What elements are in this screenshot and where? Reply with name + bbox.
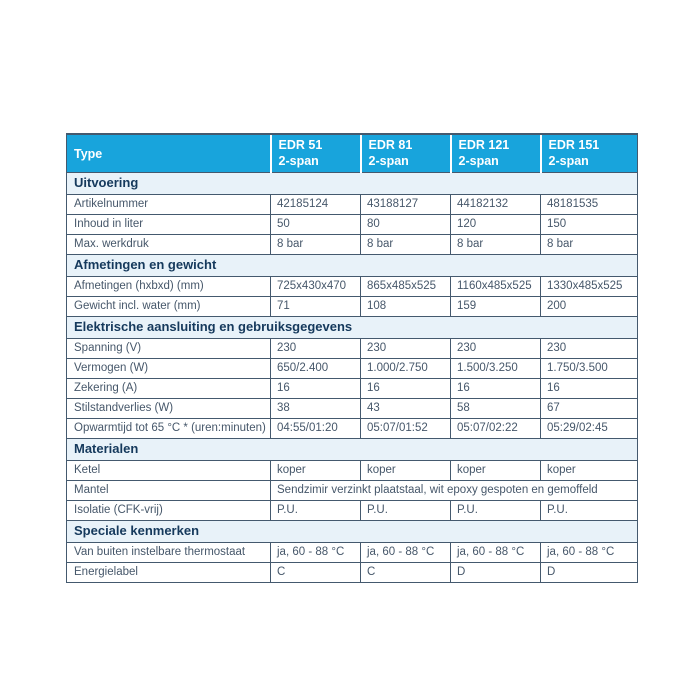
- column-header-name: EDR 51: [278, 138, 323, 152]
- row-thermostaat: [67, 542, 638, 562]
- cell-value: 48181535: [541, 195, 638, 215]
- row-afmetingen: [67, 277, 638, 297]
- cell-value: koper: [451, 460, 541, 480]
- cell-value: 865x485x525: [361, 277, 451, 297]
- cell-value: 108: [361, 297, 451, 317]
- section-title: Elektrische aansluiting en gebruiksgegevens: [67, 317, 638, 339]
- cell-value: 725x430x470: [271, 277, 361, 297]
- cell-value: koper: [361, 460, 451, 480]
- cell-value: C: [361, 562, 451, 582]
- column-header-name: EDR 151: [548, 138, 600, 152]
- row-label: Max. werkdruk: [67, 235, 271, 255]
- cell-value: ja, 60 - 88 °C: [451, 542, 541, 562]
- cell-value: 8 bar: [271, 235, 361, 255]
- row-label: Van buiten instelbare thermostaat: [67, 542, 271, 562]
- section-title: Speciale kenmerken: [67, 520, 638, 542]
- column-header-name: EDR 121: [458, 138, 510, 152]
- row-energielabel: [67, 562, 638, 582]
- row-zekering: [67, 378, 638, 398]
- section-row-speciale-kenmerken: [67, 520, 638, 542]
- cell-value: 43: [361, 398, 451, 418]
- cell-value: 43188127: [361, 195, 451, 215]
- cell-merged-value: Sendzimir verzinkt plaatstaal, wit epoxy gespoten en gemoffeld: [271, 480, 638, 500]
- row-artikelnummer: [67, 195, 638, 215]
- table-header-row: [67, 134, 638, 173]
- specification-table: [66, 133, 638, 583]
- section-row-uitvoering: [67, 173, 638, 195]
- cell-value: P.U.: [451, 500, 541, 520]
- cell-value: 230: [451, 338, 541, 358]
- cell-value: 67: [541, 398, 638, 418]
- section-title: Afmetingen en gewicht: [67, 255, 638, 277]
- row-mantel: [67, 480, 638, 500]
- cell-value: 16: [271, 378, 361, 398]
- column-header-span: 2-span: [368, 153, 409, 168]
- cell-value: 8 bar: [541, 235, 638, 255]
- row-opwarmtijd: [67, 418, 638, 438]
- column-header-span: 2-span: [458, 153, 499, 168]
- row-label: Isolatie (CFK-vrij): [67, 500, 271, 520]
- row-vermogen: [67, 358, 638, 378]
- cell-value: ja, 60 - 88 °C: [541, 542, 638, 562]
- cell-value: 150: [541, 215, 638, 235]
- cell-value: P.U.: [541, 500, 638, 520]
- row-spanning: [67, 338, 638, 358]
- cell-value: 120: [451, 215, 541, 235]
- cell-value: 230: [541, 338, 638, 358]
- column-header-edr151: [541, 134, 638, 173]
- section-title: Materialen: [67, 438, 638, 460]
- column-header-edr51: [271, 134, 361, 173]
- cell-value: ja, 60 - 88 °C: [361, 542, 451, 562]
- cell-value: 200: [541, 297, 638, 317]
- row-max-werkdruk: [67, 235, 638, 255]
- row-label: Afmetingen (hxbxd) (mm): [67, 277, 271, 297]
- row-label: Energielabel: [67, 562, 271, 582]
- cell-value: C: [271, 562, 361, 582]
- row-label: Gewicht incl. water (mm): [67, 297, 271, 317]
- cell-value: 16: [361, 378, 451, 398]
- section-row-materialen: [67, 438, 638, 460]
- cell-value: 05:07/01:52: [361, 418, 451, 438]
- cell-value: 38: [271, 398, 361, 418]
- cell-value: 230: [271, 338, 361, 358]
- row-label: Inhoud in liter: [67, 215, 271, 235]
- cell-value: 58: [451, 398, 541, 418]
- column-header-edr81: [361, 134, 451, 173]
- cell-value: D: [451, 562, 541, 582]
- row-label: Vermogen (W): [67, 358, 271, 378]
- cell-value: 230: [361, 338, 451, 358]
- section-row-afmetingen: [67, 255, 638, 277]
- cell-value: koper: [271, 460, 361, 480]
- cell-value: 8 bar: [361, 235, 451, 255]
- row-gewicht: [67, 297, 638, 317]
- row-label: Spanning (V): [67, 338, 271, 358]
- cell-value: 71: [271, 297, 361, 317]
- cell-value: 04:55/01:20: [271, 418, 361, 438]
- cell-value: koper: [541, 460, 638, 480]
- row-stilstandverlies: [67, 398, 638, 418]
- row-label: Zekering (A): [67, 378, 271, 398]
- row-isolatie: [67, 500, 638, 520]
- column-header-name: EDR 81: [368, 138, 413, 152]
- row-label: Opwarmtijd tot 65 °C * (uren:minuten): [67, 418, 271, 438]
- section-row-elektrisch: [67, 317, 638, 339]
- cell-value: 16: [541, 378, 638, 398]
- row-label: Artikelnummer: [67, 195, 271, 215]
- cell-value: 8 bar: [451, 235, 541, 255]
- cell-value: 05:29/02:45: [541, 418, 638, 438]
- cell-value: 650/2.400: [271, 358, 361, 378]
- cell-value: 159: [451, 297, 541, 317]
- cell-value: P.U.: [361, 500, 451, 520]
- row-label: Stilstandverlies (W): [67, 398, 271, 418]
- cell-value: 1160x485x525: [451, 277, 541, 297]
- cell-value: 1.750/3.500: [541, 358, 638, 378]
- column-header-edr121: [451, 134, 541, 173]
- cell-value: 05:07/02:22: [451, 418, 541, 438]
- cell-value: 16: [451, 378, 541, 398]
- cell-value: 44182132: [451, 195, 541, 215]
- cell-value: ja, 60 - 88 °C: [271, 542, 361, 562]
- column-header-type: Type: [67, 134, 271, 173]
- cell-value: D: [541, 562, 638, 582]
- cell-value: 1.000/2.750: [361, 358, 451, 378]
- cell-value: 42185124: [271, 195, 361, 215]
- cell-value: 1330x485x525: [541, 277, 638, 297]
- row-ketel: [67, 460, 638, 480]
- row-label: Ketel: [67, 460, 271, 480]
- cell-value: 50: [271, 215, 361, 235]
- column-header-span: 2-span: [278, 153, 319, 168]
- row-inhoud-in-liter: [67, 215, 638, 235]
- section-title: Uitvoering: [67, 173, 638, 195]
- cell-value: 80: [361, 215, 451, 235]
- row-label: Mantel: [67, 480, 271, 500]
- column-header-span: 2-span: [548, 153, 589, 168]
- cell-value: 1.500/3.250: [451, 358, 541, 378]
- cell-value: P.U.: [271, 500, 361, 520]
